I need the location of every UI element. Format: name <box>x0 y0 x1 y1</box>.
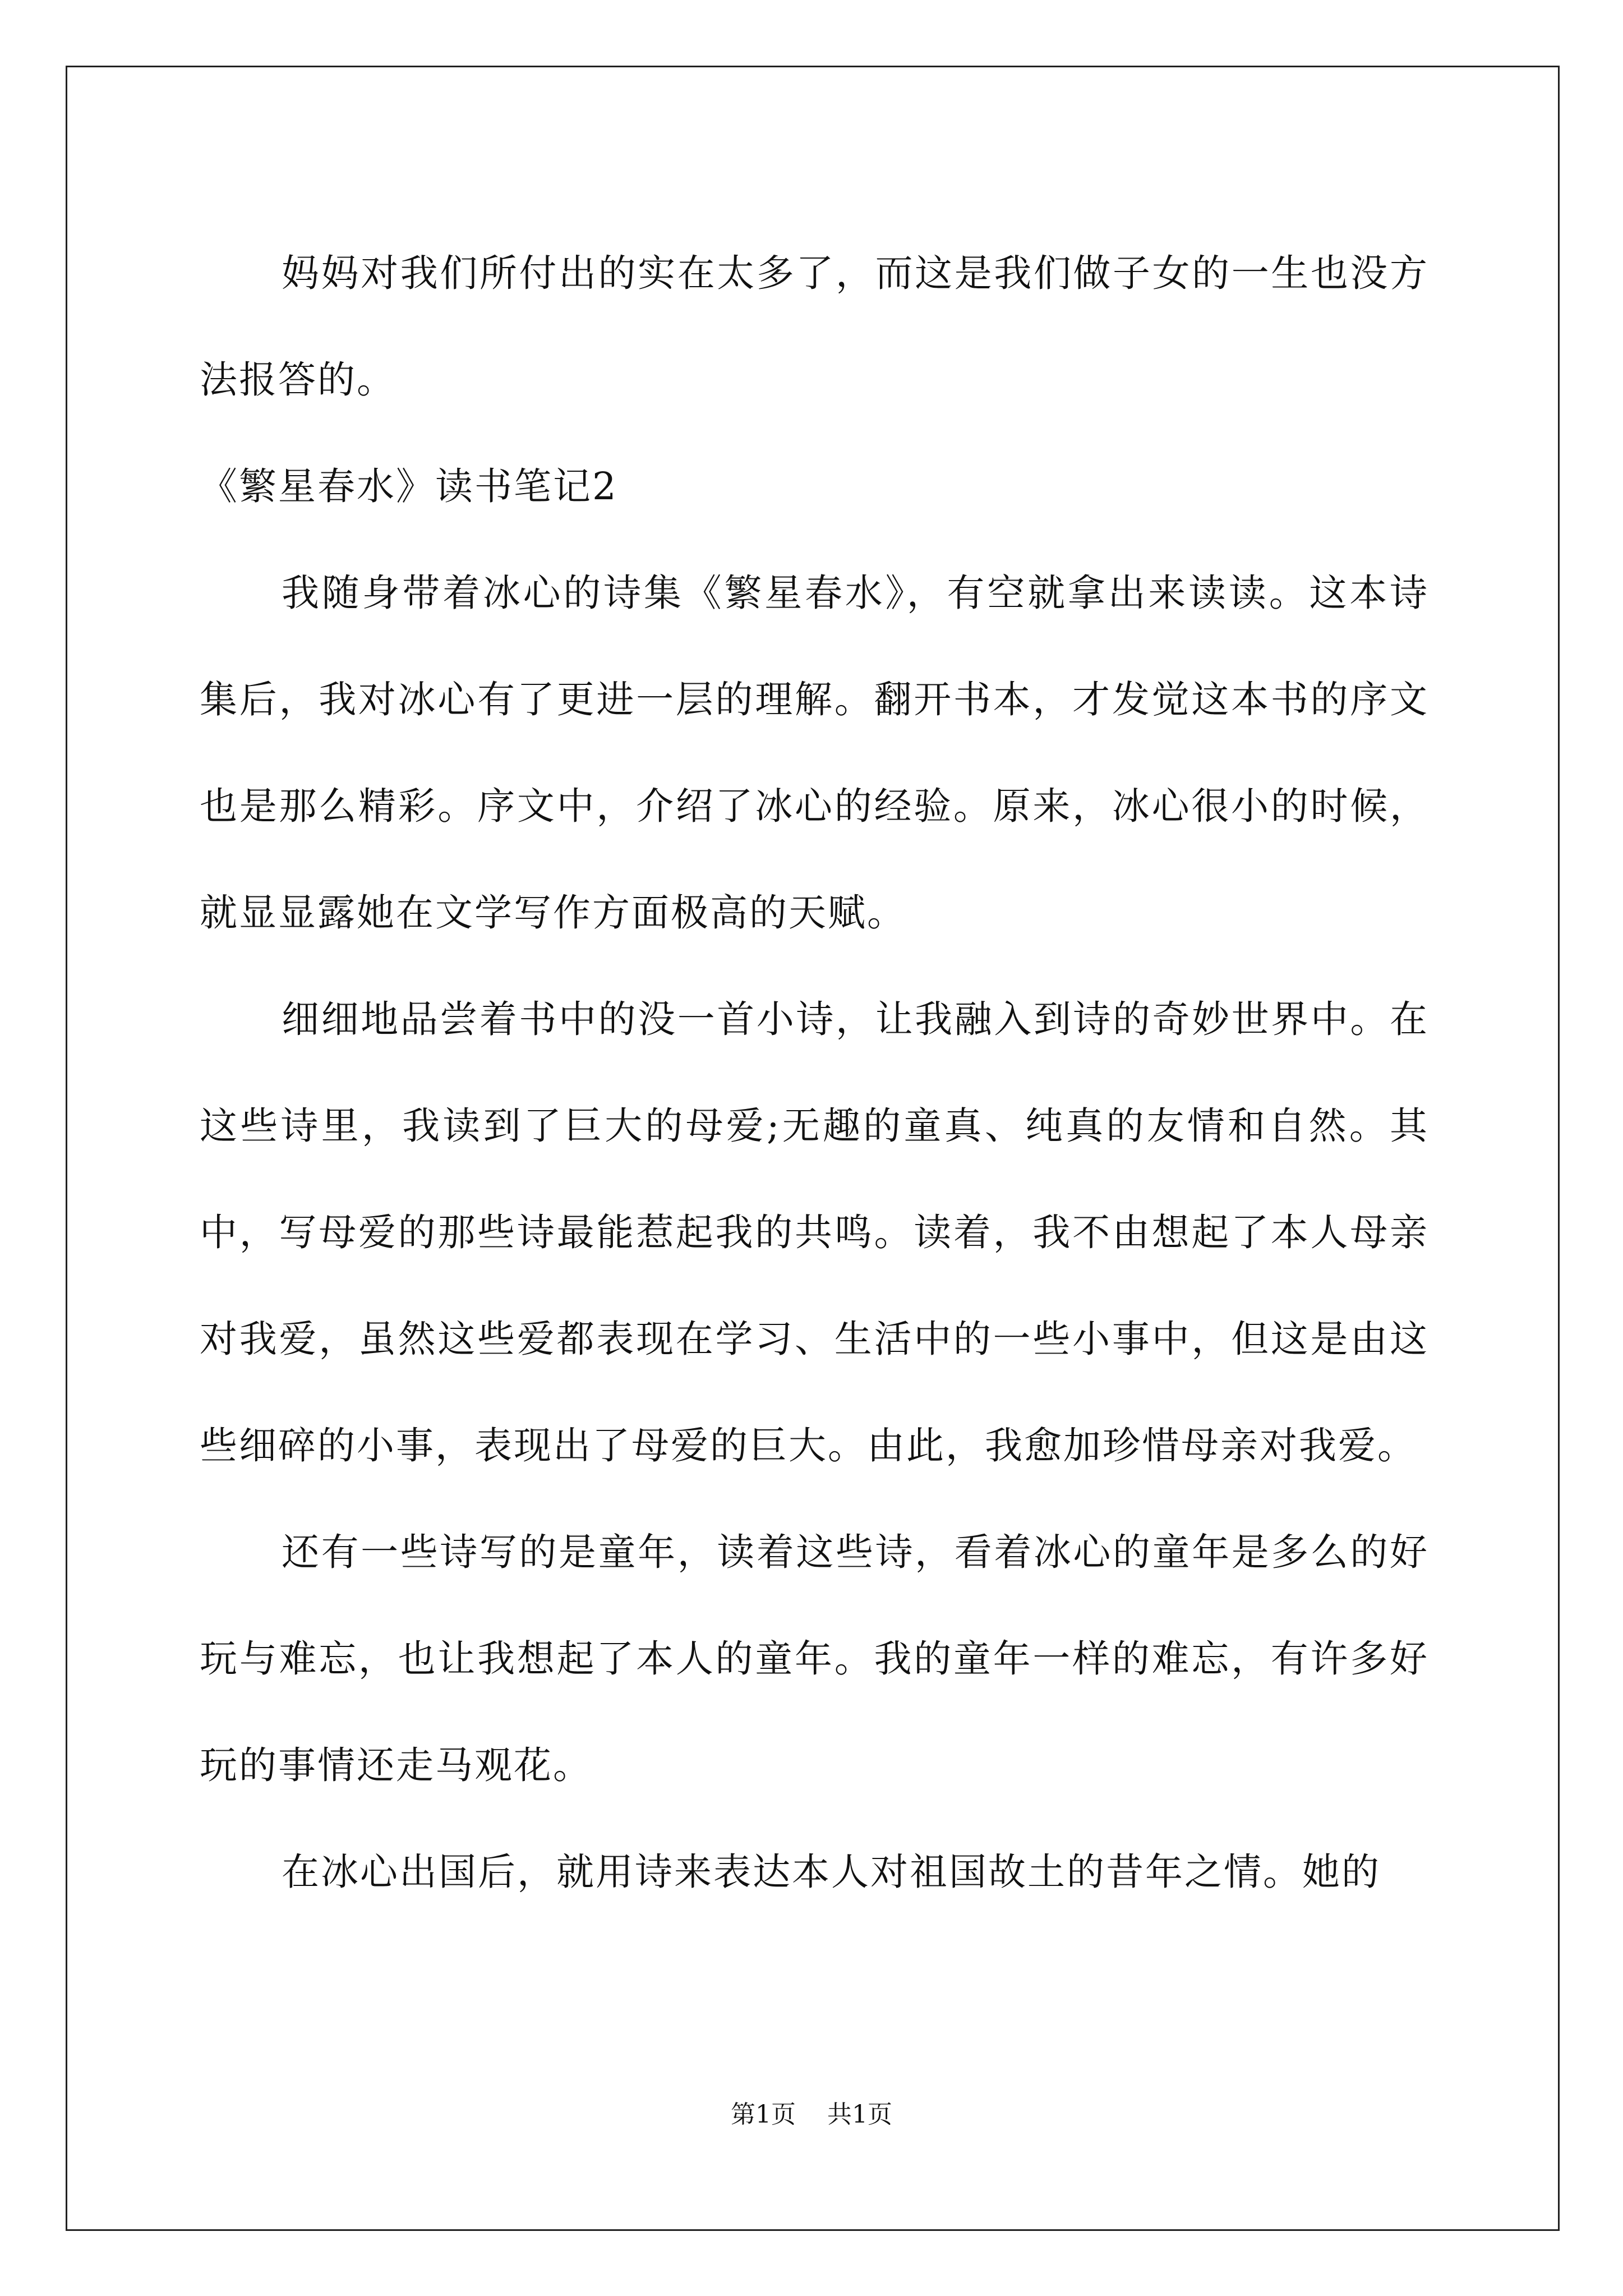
paragraph-4: 还有一些诗写的是童年，读着这些诗，看着冰心的童年是多么的好玩与难忘，也让我想起了本人的童年。我的童年一样的难忘，有许多好玩的事情还走马观花。 <box>200 1530 1429 1787</box>
page-total: 共1页 <box>827 2100 892 2129</box>
paragraph-5: 在冰心出国后，就用诗来表达本人对祖国故土的昔年之情。她的 <box>282 1850 1381 1894</box>
paragraph-2: 我随身带着冰心的诗集《繁星春水》，有空就拿出来读读。这本诗集后，我对冰心有了更进一层的理解。翻开书本，才发觉这本书的序文也是那么精彩。序文中，介绍了冰心的经验。原来，冰心很小的时候，就显显露她在文学写作方面极高的天赋。 <box>200 571 1429 935</box>
document-body <box>200 220 1429 1925</box>
paragraph-3: 细细地品尝着书中的没一首小诗，让我融入到诗的奇妙世界中。在这些诗里，我读到了巨大的母爱;无趣的童真、纯真的友情和自然。其中，写母爱的那些诗最能惹起我的共鸣。读着，我不由想起了本人母亲对我爱，虽然这些爱都表现在学习、生活中的一些小事中，但这是由这些细碎的小事，表现出了母爱的巨大。由此，我愈加珍惜母亲对我爱。 <box>200 997 1429 1467</box>
paragraph-1: 妈妈对我们所付出的实在太多了，而这是我们做子女的一生也没方法报答的。 <box>200 251 1429 402</box>
section-heading: 《繁星春水》读书笔记2 <box>200 464 618 508</box>
page-number: 第1页 <box>731 2100 796 2129</box>
page-footer <box>0 2098 1623 2132</box>
